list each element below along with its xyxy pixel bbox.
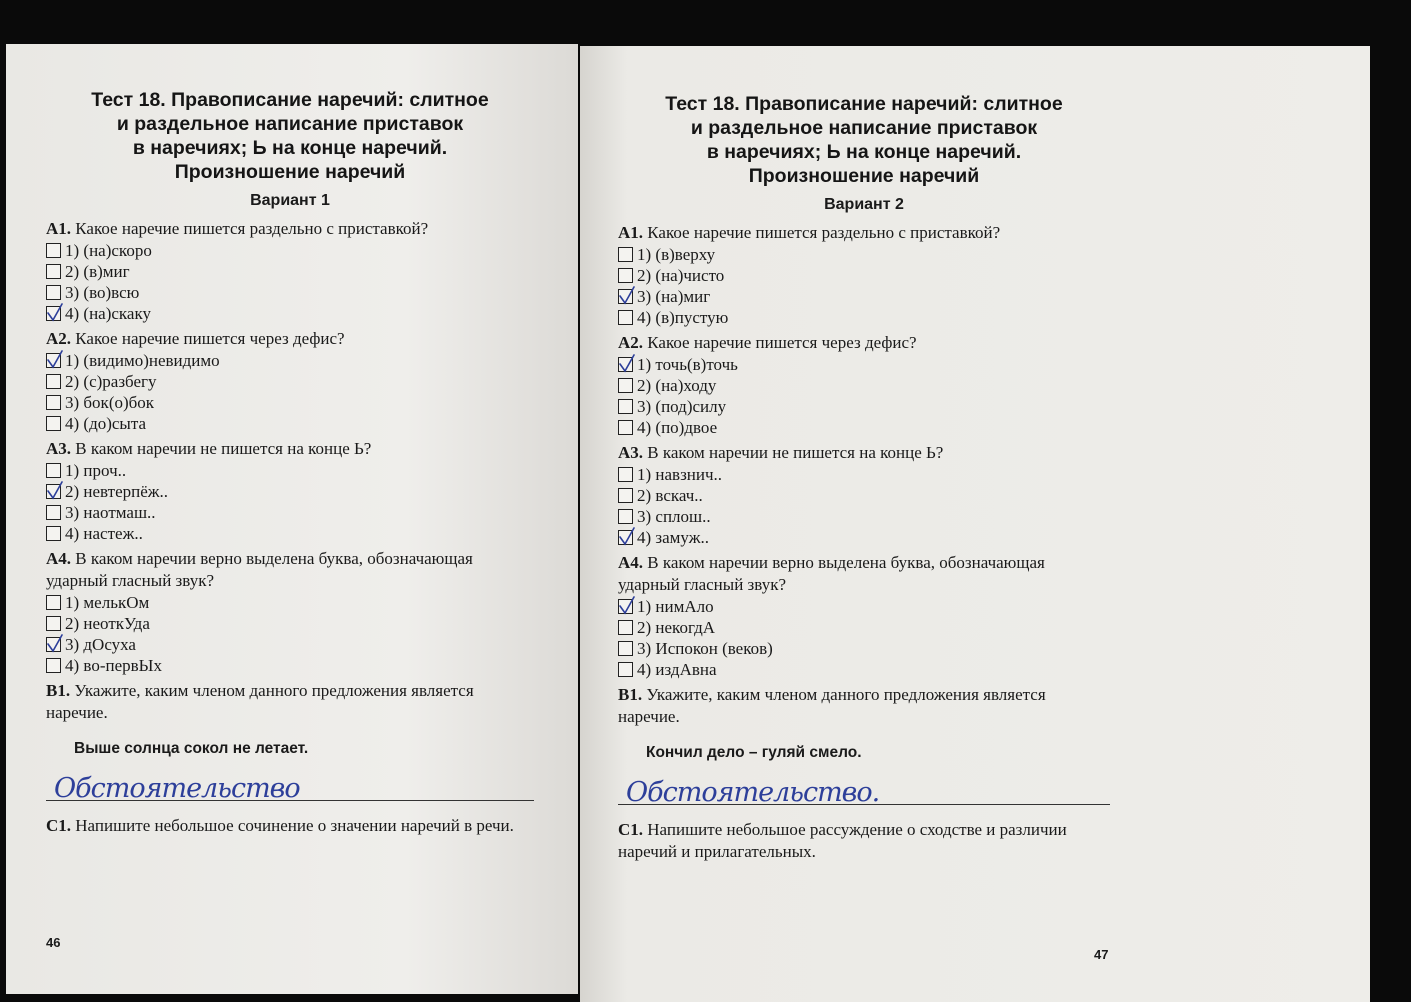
checkbox[interactable]	[46, 505, 61, 520]
checked-checkbox[interactable]	[46, 353, 61, 368]
option-label: 3) (во)всю	[65, 282, 140, 302]
option-label: 4) (по)двое	[637, 417, 718, 437]
checkbox[interactable]	[618, 420, 633, 435]
checkbox[interactable]	[618, 310, 633, 325]
options-list	[46, 592, 534, 676]
options-list	[46, 240, 534, 324]
checkbox[interactable]	[618, 247, 633, 262]
checkbox[interactable]	[46, 395, 61, 410]
check-mark-icon	[46, 303, 64, 323]
variant-heading: Вариант 1	[250, 192, 330, 209]
checkbox[interactable]	[46, 243, 61, 258]
answer-option[interactable]	[618, 354, 1110, 375]
handwritten-answer: Обстоятельство.	[626, 777, 880, 808]
answer-line[interactable]	[46, 758, 534, 804]
answer-option[interactable]	[46, 303, 534, 324]
answer-option[interactable]	[618, 417, 1110, 438]
option-label: 3) наотмаш..	[65, 502, 156, 522]
page-title: Тест 18. Правописание наречий: слитное и раздельное написание приставок в наречиях; Ь на конце наречий. Произношение наречий	[91, 89, 489, 183]
option-label: 3) (под)силу	[637, 396, 727, 416]
option-label: 2) (на)ходу	[637, 375, 717, 395]
option-label: 1) мелькОм	[65, 592, 150, 612]
question-a1: А1. Какое наречие пишется раздельно с приставкой?	[618, 223, 1001, 242]
question-a3: А3. В каком наречии не пишется на конце Ь?	[46, 439, 372, 458]
checkbox[interactable]	[46, 264, 61, 279]
answer-option[interactable]	[618, 286, 1110, 307]
answer-option[interactable]	[46, 261, 534, 282]
checked-checkbox[interactable]	[618, 530, 633, 545]
answer-option[interactable]	[618, 265, 1110, 286]
page-title: Тест 18. Правописание наречий: слитное и раздельное написание приставок в наречиях; Ь на конце наречий. Произношение наречий	[665, 93, 1063, 187]
answer-option[interactable]	[618, 506, 1110, 527]
answer-option[interactable]	[618, 659, 1110, 680]
option-label: 1) (видимо)невидимо	[65, 350, 220, 370]
answer-option[interactable]	[618, 527, 1110, 548]
question-b1: В1. Укажите, каким членом данного предложения является наречие.	[46, 681, 474, 722]
option-label: 1) (в)верху	[637, 244, 716, 264]
checkbox[interactable]	[618, 268, 633, 283]
question-a1: А1. Какое наречие пишется раздельно с приставкой?	[46, 219, 429, 238]
questions	[618, 222, 1110, 680]
option-label: 1) (на)скоро	[65, 240, 152, 260]
checkbox[interactable]	[46, 374, 61, 389]
answer-option[interactable]	[46, 392, 534, 413]
check-mark-icon	[46, 481, 64, 501]
option-label: 4) во-первЫх	[65, 655, 162, 675]
task-sentence: Выше солнца сокол не летает.	[74, 740, 309, 757]
option-label: 2) некогдА	[637, 617, 716, 637]
checked-checkbox[interactable]	[618, 289, 633, 304]
answer-option[interactable]	[46, 613, 534, 634]
option-label: 3) бок(о)бок	[65, 392, 155, 412]
checkbox[interactable]	[618, 641, 633, 656]
check-mark-icon	[618, 286, 636, 306]
checkbox[interactable]	[618, 620, 633, 635]
answer-option[interactable]	[46, 282, 534, 303]
question-c1: С1. Напишите небольшое сочинение о значении наречий в речи.	[46, 816, 514, 835]
checkbox[interactable]	[46, 463, 61, 478]
answer-option[interactable]	[46, 371, 534, 392]
variant-heading: Вариант 2	[824, 196, 904, 213]
option-label: 2) неоткУда	[65, 613, 150, 633]
check-mark-icon	[46, 634, 64, 654]
checkbox[interactable]	[46, 285, 61, 300]
option-label: 1) нимАло	[637, 596, 714, 616]
checkbox[interactable]	[46, 658, 61, 673]
option-label: 4) замуж..	[637, 527, 709, 547]
option-label: 3) Испокон (веков)	[637, 638, 773, 658]
check-mark-icon	[618, 596, 636, 616]
answer-option[interactable]	[618, 485, 1110, 506]
checkbox[interactable]	[618, 662, 633, 677]
checkbox[interactable]	[46, 526, 61, 541]
option-label: 4) настеж..	[65, 523, 143, 543]
question-a4: А4. В каком наречии верно выделена буква, обозначающая ударный гласный звук?	[618, 553, 1045, 594]
option-label: 4) (до)сыта	[65, 413, 147, 433]
question-b1: В1. Укажите, каким членом данного предложения является наречие.	[618, 685, 1046, 726]
answer-option[interactable]	[46, 350, 534, 371]
answer-option[interactable]	[618, 244, 1110, 265]
answer-option[interactable]	[46, 413, 534, 434]
checkbox[interactable]	[46, 616, 61, 631]
options-list	[618, 354, 1110, 438]
checked-checkbox[interactable]	[46, 637, 61, 652]
check-mark-icon	[618, 354, 636, 374]
questions	[46, 218, 534, 676]
handwritten-answer: Обстоятельство	[54, 773, 300, 804]
option-label: 1) проч..	[65, 460, 127, 480]
options-list	[618, 464, 1110, 548]
option-label: 3) (на)миг	[637, 286, 711, 306]
answer-option[interactable]	[46, 634, 534, 655]
answer-line[interactable]	[618, 762, 1110, 808]
option-label: 1) точь(в)точь	[637, 354, 738, 374]
option-label: 4) издАвна	[637, 659, 717, 679]
checked-checkbox[interactable]	[46, 306, 61, 321]
question-a2: А2. Какое наречие пишется через дефис?	[46, 329, 345, 348]
option-label: 2) (в)миг	[65, 261, 130, 281]
checkbox[interactable]	[618, 467, 633, 482]
checked-checkbox[interactable]	[618, 357, 633, 372]
question-a3: А3. В каком наречии не пишется на конце Ь?	[618, 443, 944, 462]
option-label: 3) дОсуха	[65, 634, 136, 654]
answer-option[interactable]	[618, 638, 1110, 659]
checked-checkbox[interactable]	[618, 599, 633, 614]
option-label: 1) навзнич..	[637, 464, 723, 484]
check-mark-icon	[618, 527, 636, 547]
answer-option[interactable]	[46, 460, 534, 481]
question-c1: С1. Напишите небольшое рассуждение о сходстве и различии наречий и прилагательных.	[618, 820, 1067, 861]
answer-option[interactable]	[618, 596, 1110, 617]
option-label: 2) (с)разбегу	[65, 371, 157, 391]
option-label: 2) вскач..	[637, 485, 703, 505]
answer-option[interactable]	[618, 375, 1110, 396]
options-list	[618, 596, 1110, 680]
question-a2: А2. Какое наречие пишется через дефис?	[618, 333, 917, 352]
answer-option[interactable]	[46, 655, 534, 676]
check-mark-icon	[46, 350, 64, 370]
answer-option[interactable]	[46, 502, 534, 523]
answer-option[interactable]	[46, 592, 534, 613]
checkbox[interactable]	[618, 378, 633, 393]
right-page	[580, 46, 1370, 1002]
options-list	[618, 244, 1110, 328]
task-sentence: Кончил дело – гуляй смело.	[646, 744, 862, 761]
answer-option[interactable]	[618, 396, 1110, 417]
checkbox[interactable]	[618, 399, 633, 414]
page-number: 46	[46, 935, 61, 950]
answer-option[interactable]	[618, 464, 1110, 485]
checkbox[interactable]	[46, 416, 61, 431]
option-label: 4) (на)скаку	[65, 303, 151, 323]
checkbox[interactable]	[618, 488, 633, 503]
checkbox[interactable]	[618, 509, 633, 524]
answer-option[interactable]	[46, 240, 534, 261]
option-label: 2) невтерпёж..	[65, 481, 169, 501]
option-label: 3) сплош..	[637, 506, 711, 526]
answer-option[interactable]	[46, 481, 534, 502]
answer-option[interactable]	[618, 617, 1110, 638]
option-label: 2) (на)чисто	[637, 265, 725, 285]
answer-option[interactable]	[46, 523, 534, 544]
left-page	[6, 44, 578, 994]
answer-option[interactable]	[618, 307, 1110, 328]
options-list	[46, 350, 534, 434]
checked-checkbox[interactable]	[46, 484, 61, 499]
question-a4: А4. В каком наречии верно выделена буква, обозначающая ударный гласный звук?	[46, 549, 473, 590]
option-label: 4) (в)пустую	[637, 307, 729, 327]
page-number: 47	[1094, 947, 1109, 962]
options-list	[46, 460, 534, 544]
checkbox[interactable]	[46, 595, 61, 610]
